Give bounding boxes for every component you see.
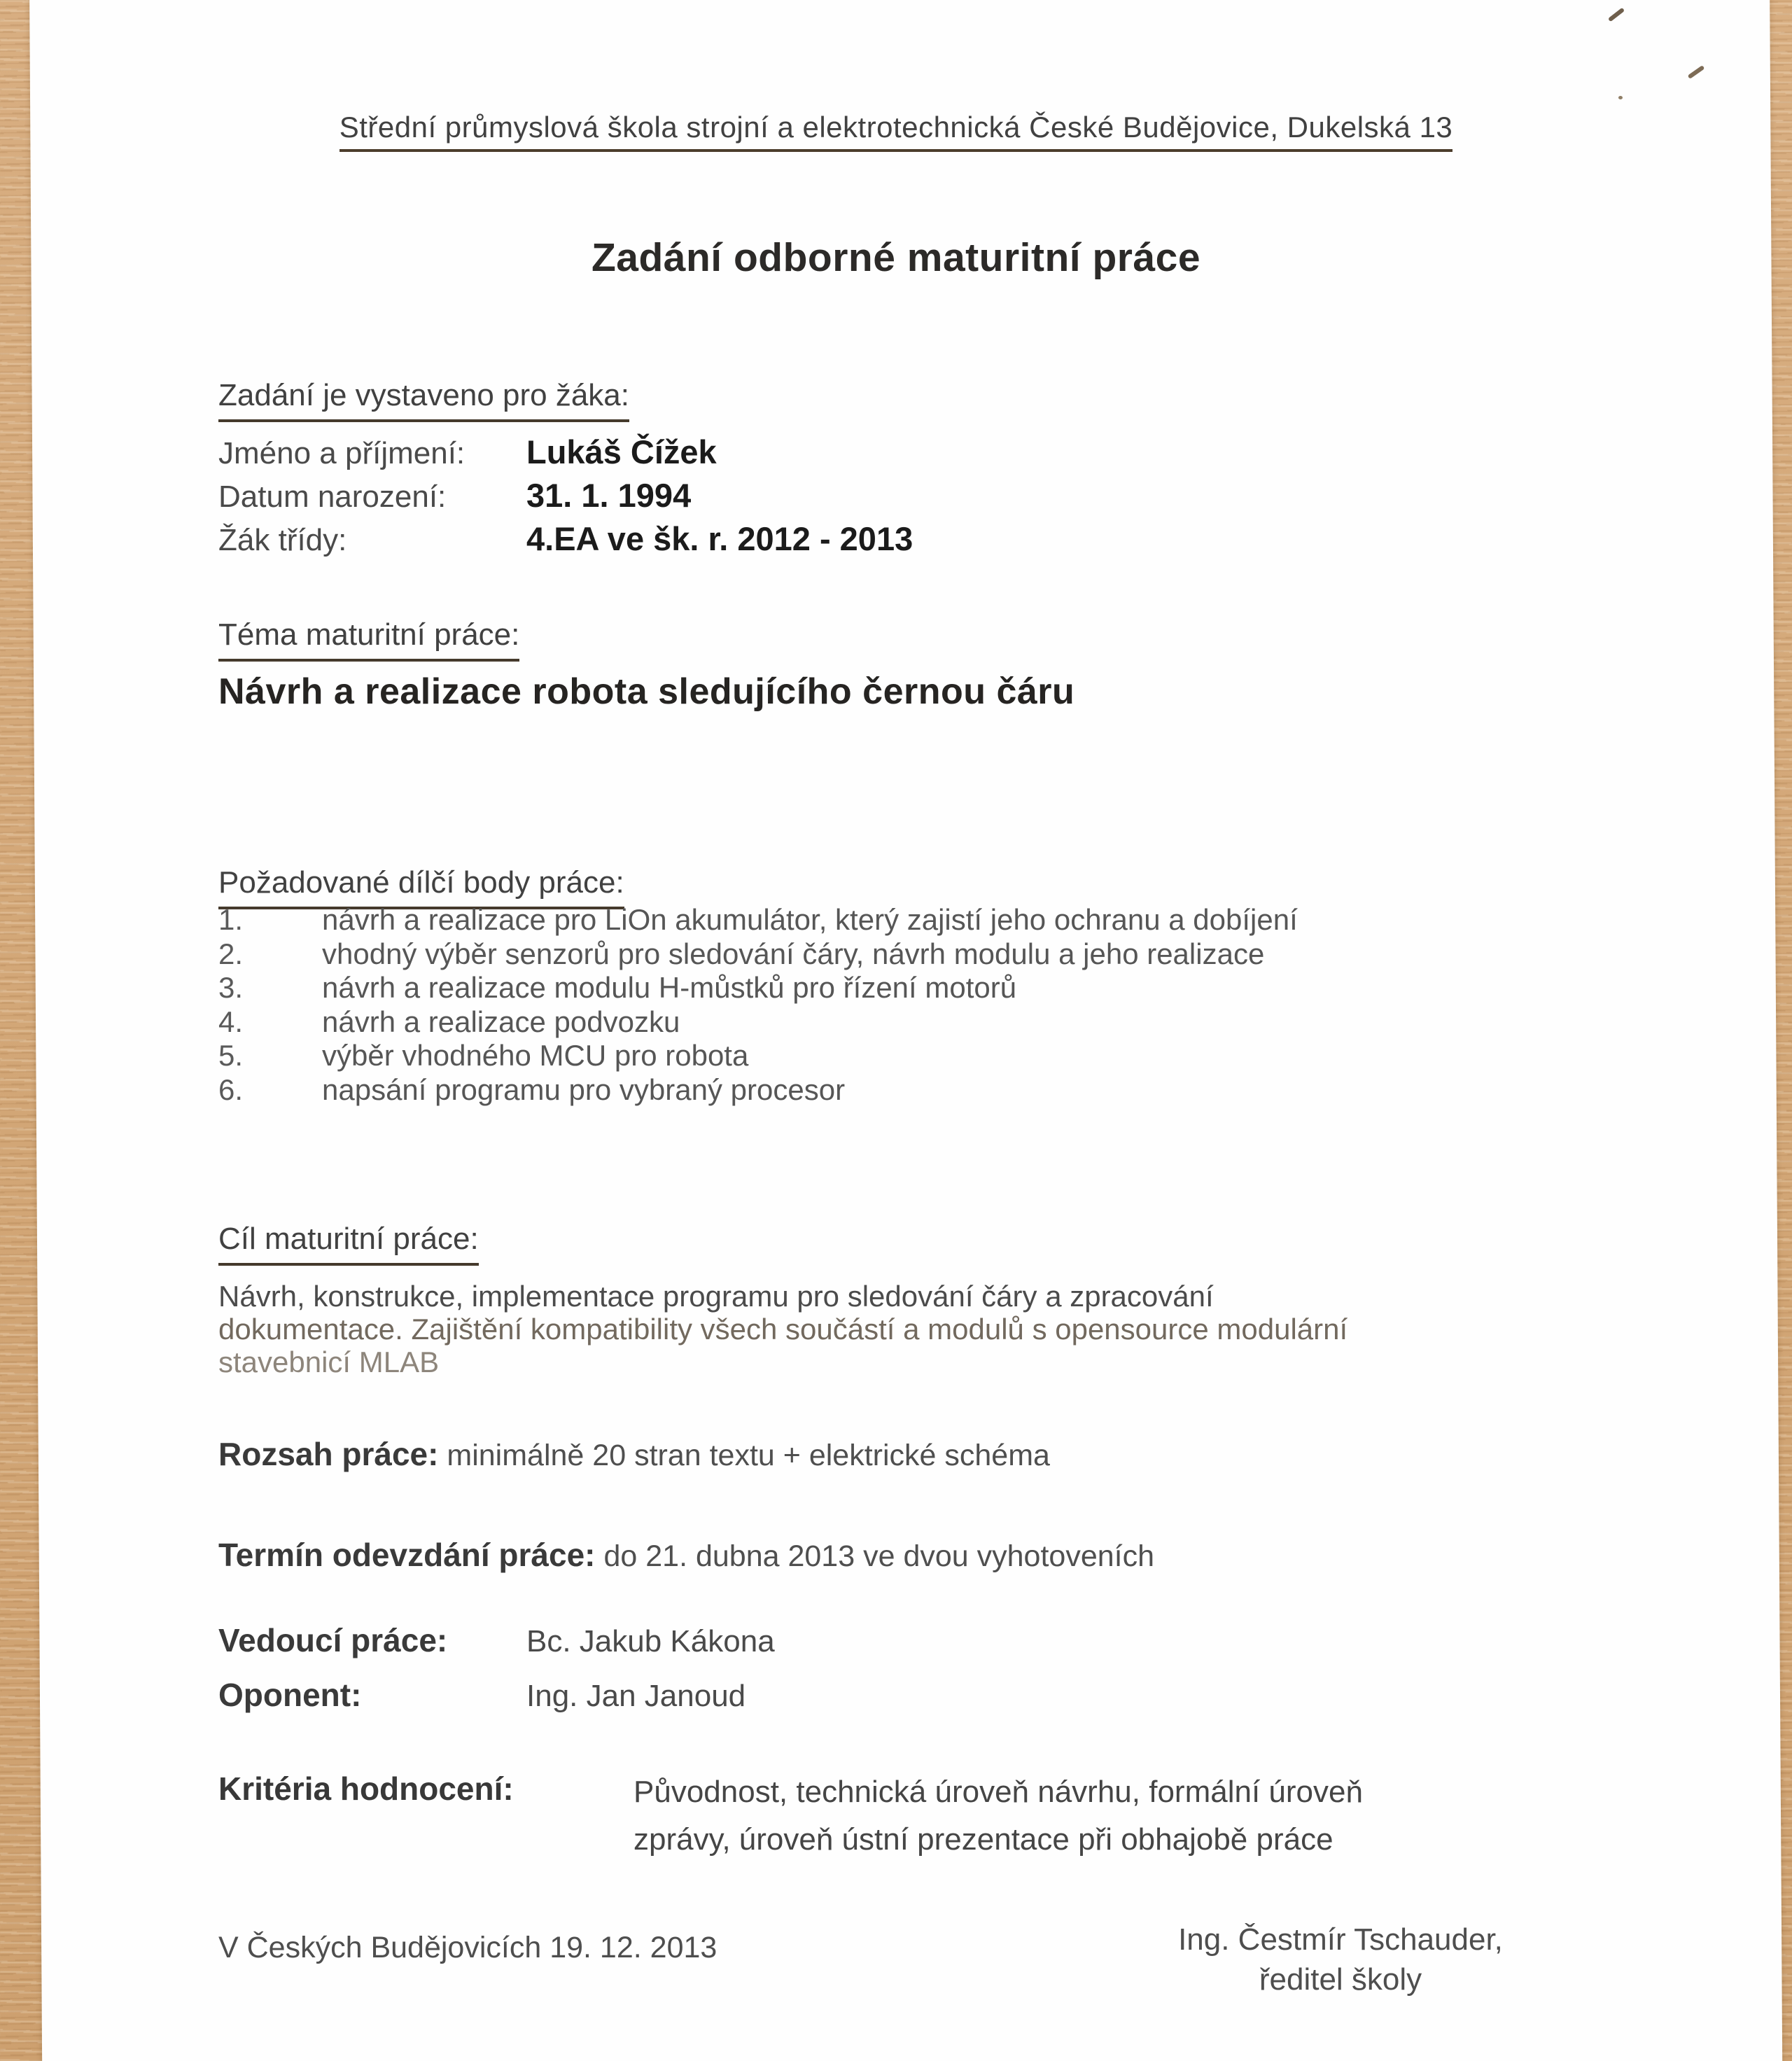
opponent-value: Ing. Jan Janoud [526, 1679, 746, 1713]
deadline-row [218, 1536, 1154, 1574]
class-row [218, 519, 913, 558]
theme-heading: Téma maturitní práce: [218, 617, 519, 662]
deadline-value: do 21. dubna 2013 ve dvou vyhotoveních [595, 1539, 1155, 1573]
requirement-item [218, 1005, 1298, 1040]
requirement-item [218, 971, 1298, 1005]
goal-paragraph-line: dokumentace. Zajištění kompatibility všech součástí a modulů s opensource modulární [218, 1313, 1348, 1346]
requirement-text: návrh a realizace podvozku [322, 1005, 680, 1038]
student-name-row [218, 433, 717, 471]
signatory-name: Ing. Čestmír Tschauder, [1178, 1922, 1503, 1957]
requirements-list [218, 903, 1298, 1107]
school-name: Střední průmyslová škola strojní a elektrotechnická České Budějovice, Dukelská 13 [340, 111, 1453, 152]
goal-paragraph [218, 1280, 1348, 1378]
birthdate-label: Datum narození: [218, 480, 447, 514]
opponent-row [218, 1676, 746, 1714]
supervisor-label: Vedoucí práce: [218, 1622, 448, 1658]
student-section-heading: Zadání je vystaveno pro žáka: [218, 378, 629, 422]
goal-paragraph-line: stavebnicí MLAB [218, 1346, 440, 1378]
criteria-value [634, 1768, 1363, 1864]
document-title-line [0, 235, 1792, 281]
scope-label: Rozsah práce: [218, 1436, 439, 1472]
requirement-item [218, 1073, 1298, 1108]
scope-value: minimálně 20 stran textu + elektrické schéma [438, 1439, 1050, 1472]
class-value: 4.EA ve šk. r. 2012 - 2013 [526, 520, 913, 557]
class-label: Žák třídy: [218, 523, 347, 557]
scope-row [218, 1435, 1050, 1473]
criteria-label: Kritéria hodnocení: [218, 1770, 514, 1807]
requirement-text: návrh a realizace modulu H-můstků pro řízení motorů [322, 971, 1017, 1004]
student-name-value: Lukáš Čížek [526, 433, 717, 470]
supervisor-row [218, 1621, 775, 1659]
requirements-heading: Požadované dílčí body práce: [218, 865, 624, 909]
goal-heading: Cíl maturitní práce: [218, 1222, 479, 1266]
requirement-item [218, 937, 1298, 972]
requirement-number: 5. [218, 1039, 244, 1072]
school-header-line [0, 111, 1792, 152]
requirement-item [218, 903, 1298, 937]
goal-heading-wrap [218, 1222, 479, 1266]
student-name-label: Jméno a příjmení: [218, 436, 465, 470]
requirement-number: 3. [218, 971, 244, 1004]
scan-artifact [1618, 96, 1623, 99]
footer-place-date: V Českých Budějovicích 19. 12. 2013 [218, 1931, 718, 1964]
criteria-line: zprávy, úroveň ústní prezentace při obhajobě práce [634, 1822, 1334, 1857]
document-title: Zadání odborné maturitní práce [591, 235, 1201, 280]
requirement-number: 6. [218, 1073, 244, 1106]
goal-paragraph-line: Návrh, konstrukce, implementace programu pro sledování čáry a zpracování [218, 1280, 1214, 1313]
requirement-text: napsání programu pro vybraný procesor [322, 1073, 846, 1106]
deadline-label: Termín odevzdání práce: [218, 1537, 596, 1573]
criteria-line: Původnost, technická úroveň návrhu, formální úroveň [634, 1775, 1363, 1809]
theme-title: Návrh a realizace robota sledujícího černou čáru [218, 671, 1075, 712]
requirement-number: 2. [218, 937, 244, 970]
signatory-title: ředitel školy [1259, 1962, 1422, 1997]
requirement-text: vhodný výběr senzorů pro sledování čáry, návrh modulu a jeho realizace [322, 937, 1265, 970]
birthdate-row [218, 476, 691, 515]
requirement-text: výběr vhodného MCU pro robota [322, 1039, 749, 1072]
requirement-number: 4. [218, 1005, 244, 1038]
requirement-text: návrh a realizace pro LiOn akumulátor, který zajistí jeho ochranu a dobíjení [322, 903, 1298, 936]
birthdate-value: 31. 1. 1994 [526, 477, 692, 514]
requirement-item [218, 1039, 1298, 1073]
supervisor-value: Bc. Jakub Kákona [526, 1624, 775, 1658]
requirement-number: 1. [218, 903, 244, 936]
student-section-heading-wrap [218, 378, 629, 422]
opponent-label: Oponent: [218, 1677, 362, 1713]
footer-signature-block [1141, 1920, 1540, 1999]
theme-heading-wrap [218, 617, 519, 662]
